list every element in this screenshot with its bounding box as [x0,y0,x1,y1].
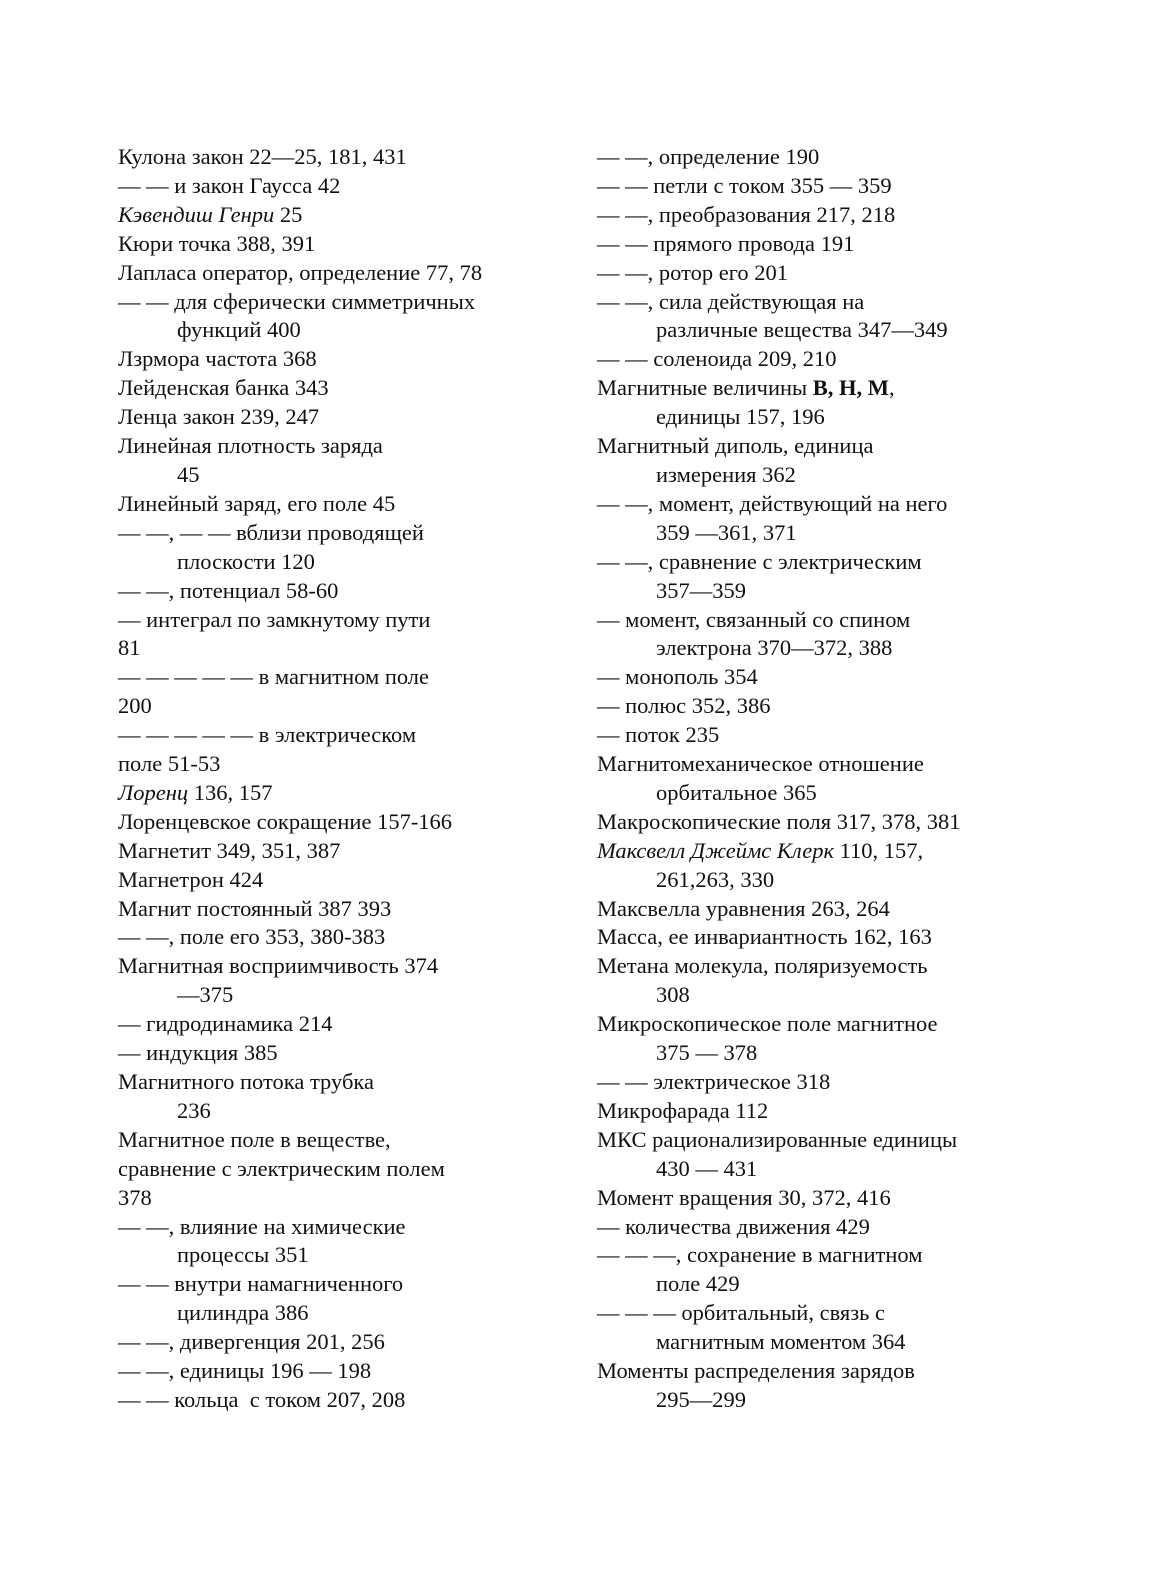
index-entry-text: — — — — — в электрическом [118,722,417,748]
index-entry-text: 110, 157, [834,837,924,863]
index-entry [118,895,538,924]
index-entry [118,721,538,750]
index-entry-text: — индукция 385 [118,1040,278,1066]
index-entry [597,230,1027,259]
index-entry [118,143,538,172]
index-entry-text: 357—359 [656,577,746,603]
index-entry-text: — — петли с током 355 — 359 [597,172,892,198]
index-entry [597,1039,1027,1068]
index-entry [597,895,1027,924]
index-column-right [597,143,1027,1415]
index-entry [118,345,538,374]
index-entry-text: — —, — — вблизи проводящей [118,519,424,545]
index-entry [118,1213,538,1242]
index-entry [118,1328,538,1357]
index-entry [118,1068,538,1097]
index-entry [118,1155,538,1184]
index-entry [597,1126,1027,1155]
index-entry-text: — полюс 352, 386 [597,693,771,719]
index-entry-text: — интеграл по замкнутому пути [118,606,431,632]
index-entry [597,577,1027,606]
index-entry-text: Магнитомеханическое отношение [597,751,924,777]
index-entry [597,663,1027,692]
index-entry [597,634,1027,663]
index-entry [597,1155,1027,1184]
index-entry [597,692,1027,721]
index-entry [118,374,538,403]
index-entry [118,981,538,1010]
index-entry [118,1097,538,1126]
index-entry-text: — — —, сохранение в магнитном [597,1242,923,1268]
index-entry-text: — —, потенциал 58-60 [118,577,339,603]
index-entry [597,1184,1027,1213]
index-entry [118,1241,538,1270]
index-entry-text: — —, преобразования 217, 218 [597,201,896,227]
index-entry-symbols: B, H, M [812,375,890,401]
index-entry [118,837,538,866]
index-entry-text: 308 [656,982,690,1008]
index-entry-text: — монополь 354 [597,664,758,690]
index-entry [118,201,538,230]
index-entry-text: магнитным моментом 364 [656,1329,906,1355]
index-entry-text: 375 — 378 [656,1040,758,1066]
index-entry-text: Магнит постоянный 387 393 [118,895,392,921]
index-entry [597,519,1027,548]
index-entry-text: — —, влияние на химические [118,1213,406,1239]
index-entry-text: плоскости 120 [177,548,315,574]
index-entry [597,837,1027,866]
index-entry-text: — — внутри намагниченного [118,1271,404,1297]
index-entry-text: Лейденская банка 343 [118,375,329,401]
index-entry-text: — — соленоида 209, 210 [597,346,837,372]
index-entry-text: — поток 235 [597,722,720,748]
index-entry [118,403,538,432]
index-entry-text: 200 [118,693,152,719]
index-entry [597,548,1027,577]
index-entry-text: Лапласа оператор, определение 77, 78 [118,259,483,285]
index-entry [597,259,1027,288]
index-entry [118,1039,538,1068]
index-entry [118,519,538,548]
index-entry [597,288,1027,317]
index-entry [597,374,1027,403]
index-entry-text: процессы 351 [177,1242,309,1268]
index-entry-text: — — — орбитальный, связь с [597,1300,886,1326]
index-entry [118,692,538,721]
index-entry-text: функций 400 [177,317,301,343]
index-entry [597,143,1027,172]
index-entry-text: — момент, связанный со спином [597,606,911,632]
index-entry [597,432,1027,461]
index-entry [118,548,538,577]
index-entry [597,1270,1027,1299]
index-entry [597,490,1027,519]
index-entry [118,1299,538,1328]
index-entry [118,779,538,808]
index-entry [597,750,1027,779]
index-entry [118,606,538,635]
index-entry [118,1184,538,1213]
index-entry-text: Лзрмора частота 368 [118,346,317,372]
index-entry [597,808,1027,837]
index-entry-text: — — прямого провода 191 [597,230,855,256]
index-entry [597,1213,1027,1242]
index-entry [597,1241,1027,1270]
index-entry [597,201,1027,230]
index-entry-text: 359 —361, 371 [656,519,797,545]
index-entry-text: Моменты распределения зарядов [597,1358,915,1384]
index-entry-text: — гидродинамика 214 [118,1011,333,1037]
index-entry-text: —375 [177,982,234,1008]
index-entry-text: Линейная плотность заряда [118,433,383,459]
index-entry [118,923,538,952]
index-entry [118,866,538,895]
index-entry-text: — —, определение 190 [597,144,820,169]
index-entry-name: Лоренц [118,779,189,805]
index-entry [118,1126,538,1155]
index-entry [118,952,538,981]
index-entry-text: Кюри точка 388, 391 [118,230,316,256]
index-entry [118,663,538,692]
index-entry-text: Кулона закон 22—25, 181, 431 [118,144,407,169]
index-entry-text: — —, поле его 353, 380-383 [118,924,386,950]
index-entry-text: — — кольца с током 207, 208 [118,1386,406,1412]
index-entry [118,316,538,345]
index-entry [118,1010,538,1039]
index-entry [118,172,538,201]
index-entry-text: Магнетит 349, 351, 387 [118,837,341,863]
index-entry-text: — —, ротор его 201 [597,259,789,285]
index-entry-text: Магнитный диполь, единица [597,433,874,459]
index-entry-text: — — электрическое 318 [597,1069,831,1094]
index-entry-text: различные вещества 347—349 [656,317,948,343]
index-entry-text: 81 [118,635,141,661]
index-entry-text: Момент вращения 30, 372, 416 [597,1184,891,1210]
index-entry-text: 295—299 [656,1386,746,1412]
index-entry-text: поле 51-53 [118,751,221,777]
index-entry [597,606,1027,635]
index-entry [597,1299,1027,1328]
index-entry-name: Кэвендиш Генри [118,201,275,227]
index-entry-text: 236 [177,1097,211,1123]
index-entry-text: 45 [177,461,200,487]
index-entry [597,779,1027,808]
index-entry-text: — — и закон Гаусса 42 [118,172,341,198]
index-entry [597,345,1027,374]
index-entry [118,461,538,490]
index-entry-text: Лоренцевское сокращение 157-166 [118,808,453,834]
index-entry [597,316,1027,345]
index-entry [597,923,1027,952]
index-entry [597,1068,1027,1097]
index-entry [597,952,1027,981]
index-entry-text: Магнитная восприимчивость 374 [118,953,439,979]
index-entry [597,403,1027,432]
index-entry-text: — — — — — в магнитном поле [118,664,430,690]
index-entry-text: — количества движения 429 [597,1213,870,1239]
index-entry-text: Метана молекула, поляризуемость [597,953,928,979]
index-entry [118,634,538,663]
index-entry-text: Микроскопическое поле магнитное [597,1011,938,1037]
index-entry [118,259,538,288]
index-entry-text: 136, 157 [188,779,273,805]
index-entry [597,1328,1027,1357]
index-entry-text: Магнитного потока трубка [118,1069,374,1094]
index-entry-text: Магнитные величины [597,375,813,401]
index-entry-text: — —, единицы 196 — 198 [118,1358,372,1384]
index-entry [118,577,538,606]
index-entry-text: — —, момент, действующий на него [597,490,948,516]
index-entry [118,750,538,779]
index-entry-text: Макроскопические поля 317, 378, 381 [597,808,961,834]
index-entry-name: Максвелл Джеймс Клерк [597,837,834,863]
index-entry-text: Масса, ее инвариантность 162, 163 [597,924,932,950]
index-entry [597,1097,1027,1126]
index-entry-text: электрона 370—372, 388 [656,635,893,661]
index-entry-text: 25 [274,201,303,227]
index-entry-text: Максвелла уравнения 263, 264 [597,895,890,921]
index-entry [118,1270,538,1299]
index-entry-text: 430 — 431 [656,1155,758,1181]
index-entry [597,461,1027,490]
index-entry-text: единицы 157, 196 [656,404,825,430]
index-entry-punct: , [889,375,895,401]
index-entry-text: Магнетрон 424 [118,866,264,892]
index-entry [597,721,1027,750]
index-entry-text: цилиндра 386 [177,1300,309,1326]
index-entry-text: — —, сравнение с электрическим [597,548,922,574]
index-entry-text: Микрофарада 112 [597,1097,769,1123]
index-entry-text: измерения 362 [656,461,796,487]
index-entry-text: сравнение с электрическим полем [118,1155,445,1181]
index-entry [597,1386,1027,1415]
index-entry [597,866,1027,895]
index-entry [118,230,538,259]
index-entry-text: поле 429 [656,1271,740,1297]
index-entry-text: Магнитное поле в веществе, [118,1126,391,1152]
index-entry [118,288,538,317]
index-entry [597,1010,1027,1039]
index-entry-text: — —, дивергенция 201, 256 [118,1329,385,1355]
index-entry-text: Линейный заряд, его поле 45 [118,490,396,516]
index-entry [597,172,1027,201]
index-entry [118,490,538,519]
index-entry-text: — —, сила действующая на [597,288,865,314]
index-entry-text: Ленца закон 239, 247 [118,404,320,430]
index-entry [597,981,1027,1010]
index-entry [118,808,538,837]
index-entry-text: МКС рационализированные единицы [597,1126,958,1152]
index-entry-text: 378 [118,1184,152,1210]
index-entry [118,1386,538,1415]
index-column-left [118,143,538,1415]
index-entry [597,1357,1027,1386]
index-entry-text: 261,263, 330 [656,866,775,892]
index-entry-text: — — для сферически симметричных [118,288,476,314]
index-entry [118,1357,538,1386]
index-entry [118,432,538,461]
index-entry-text: орбитальное 365 [656,779,817,805]
